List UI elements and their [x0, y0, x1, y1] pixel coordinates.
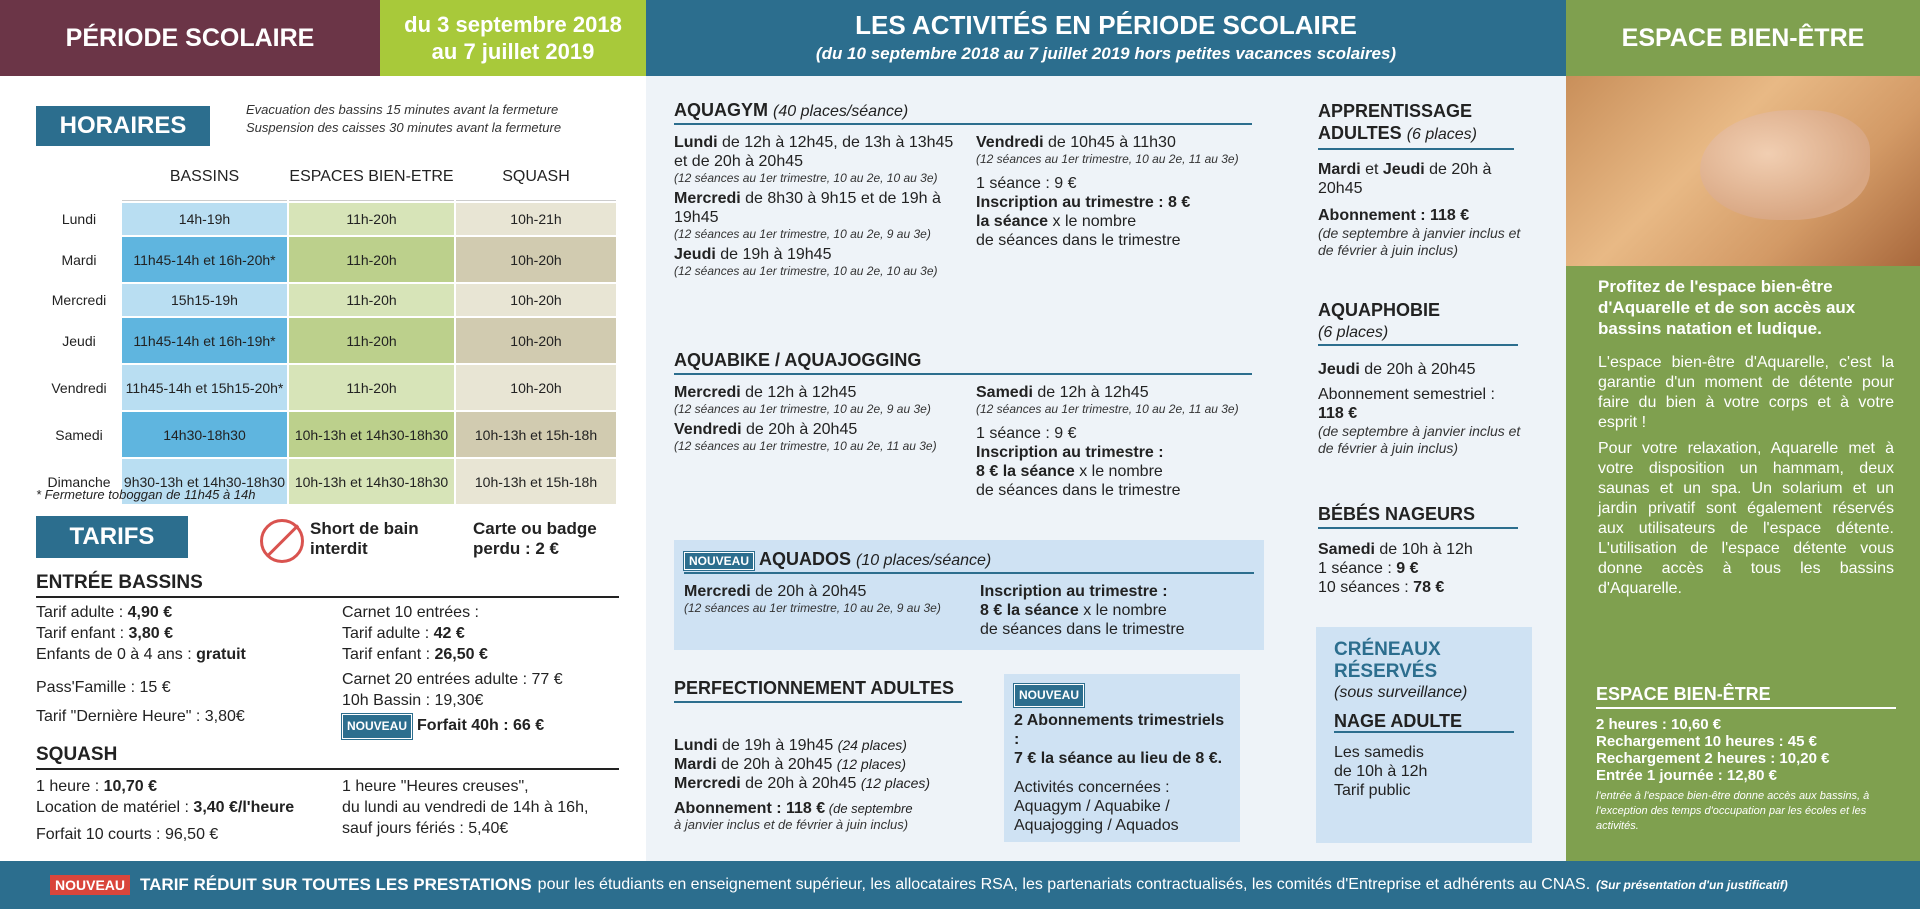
- table-row: [38, 365, 616, 410]
- dates-line1: du 3 septembre 2018: [404, 12, 622, 37]
- sq-creuses-3: sauf jours fériés : 5,40€: [342, 820, 509, 837]
- creneaux-box: [1316, 627, 1532, 843]
- row-day: Mercredi: [38, 284, 120, 316]
- row-day: Dimanche: [38, 459, 120, 504]
- cell-squash: 10h-20h: [456, 318, 616, 363]
- ad-mercredi: Mercredi: [684, 583, 751, 600]
- bienetre-intro: Profitez de l'espace bien-être d'Aquarelle et de son accès aux bassins natation et ludique.: [1598, 277, 1856, 338]
- ab-vendredi-note: (12 séances au 1er trimestre, 10 au 2e, 11 au 3e): [674, 439, 937, 453]
- sq-creuses-2: du lundi au vendredi de 14h à 16h,: [342, 799, 589, 816]
- tarifs-heading: [36, 516, 188, 558]
- pf-mardi-text: de 20h à 20h45: [716, 756, 837, 773]
- header-dates: [380, 0, 646, 76]
- cell-espaces: 11h-20h: [289, 284, 454, 316]
- aquagym-places: (40 places/séance): [773, 103, 909, 120]
- empty-header: [38, 153, 120, 201]
- aquaphobie-body: [1318, 360, 1528, 457]
- ag-la-seance: la séance: [976, 213, 1049, 230]
- ag-seance: 1 séance : 9 €: [976, 175, 1077, 192]
- ab-samedi-note: (12 séances au 1er trimestre, 10 au 2e, 11 au 3e): [976, 402, 1239, 416]
- be-t1: 2 heures : 10,60 €: [1596, 716, 1722, 733]
- carnet10: Carnet 10 entrées :: [342, 604, 479, 621]
- aquabike-right: [976, 383, 1256, 500]
- table-row: [38, 412, 616, 457]
- bb-dix-val: 78 €: [1413, 579, 1445, 596]
- pass-famille: Pass'Famille : 15 €: [36, 679, 171, 696]
- row-day: Vendredi: [38, 365, 120, 410]
- aqp-prix: 118 €: [1318, 405, 1358, 422]
- bassin10: 10h Bassin : 19,30€: [342, 692, 484, 709]
- horaires-note: [246, 101, 561, 137]
- ag-vendredi-text: de 10h45 à 11h30: [1043, 134, 1176, 151]
- cell-squash: 10h-13h et 15h-18h: [456, 459, 616, 504]
- ab-prix: 8 € la séance: [976, 463, 1075, 480]
- ag-lundi-text: de 12h à 12h45, de 13h à 13h45 et de 20h à 20h45: [674, 134, 954, 170]
- pf-abonnement-note: (de septembre: [825, 801, 913, 816]
- be-t3: Rechargement 2 heures : 10,20 €: [1596, 750, 1830, 767]
- pf-mercredi-places: (12 places): [860, 775, 931, 791]
- aqp-abonnement: Abonnement semestriel :: [1318, 386, 1495, 403]
- cell-bassins: 14h30-18h30: [122, 412, 287, 457]
- aquados-title: AQUADOS: [759, 549, 852, 569]
- ab-samedi: Samedi: [976, 384, 1033, 401]
- nv-activites-label: Activités concernées :: [1014, 779, 1170, 796]
- pf-lundi: Lundi: [674, 737, 718, 754]
- short-label: Short de bain interdit: [310, 519, 419, 558]
- ab-mercredi-note: (12 séances au 1er trimestre, 10 au 2e, 9 au 3e): [674, 402, 931, 416]
- toboggan-note: * Fermeture toboggan de 11h45 à 14h: [36, 487, 256, 502]
- aquados-nouveau-badge: NOUVEAU: [684, 552, 754, 570]
- nouveau-abonnements-box: [1004, 674, 1240, 842]
- ag-de-seances: de séances dans le trimestre: [976, 232, 1181, 249]
- aquados-right: [980, 582, 1260, 639]
- ad-prix: 8 € la séance: [980, 602, 1079, 619]
- aquaphobie-places: (6 places): [1318, 324, 1389, 341]
- aquabike-left: [674, 383, 964, 453]
- bebes-body: [1318, 540, 1528, 597]
- activites-subtitle: (du 10 septembre 2018 au 7 juillet 2019 hors petites vacances scolaires): [815, 44, 1397, 63]
- enfant-label: Tarif enfant :: [36, 625, 129, 642]
- derniere-heure: Tarif "Dernière Heure" : 3,80€: [36, 708, 245, 725]
- cell-bassins: 11h45-14h et 15h15-20h*: [122, 365, 287, 410]
- pf-mercredi-text: de 20h à 20h45: [740, 775, 861, 792]
- ag-vendredi-note: (12 séances au 1er trimestre, 10 au 2e, 11 au 3e): [976, 152, 1239, 166]
- table-header-row: [38, 153, 616, 201]
- pf-abonnement-note2: à janvier inclus et de février à juin inclus): [674, 817, 909, 832]
- bb-samedi: Samedi: [1318, 541, 1375, 558]
- nage-line3: Tarif public: [1334, 782, 1411, 799]
- forfait40: Forfait 40h : 66 €: [417, 717, 545, 734]
- pf-mardi: Mardi: [674, 756, 717, 773]
- col-espaces: ESPACES BIEN-ETRE: [289, 153, 454, 201]
- c10-adulte-val: 42 €: [433, 625, 465, 642]
- apprent-title: APPRENTISSAGE ADULTES: [1318, 101, 1473, 143]
- table-row: [38, 237, 616, 282]
- ab-samedi-text: de 12h à 12h45: [1032, 384, 1149, 401]
- creneaux-title: CRÉNEAUX RÉSERVÉS: [1334, 639, 1441, 682]
- sq-materiel-label: Location de matériel :: [36, 799, 194, 816]
- nv-line1: 2 Abonnements trimestriels :: [1014, 712, 1225, 748]
- cell-bassins: 9h30-13h et 14h30-18h30: [122, 459, 287, 504]
- cell-bassins: 11h45-14h et 16h-19h*: [122, 318, 287, 363]
- bienetre-body: [1598, 353, 1894, 605]
- aquabike-title: AQUABIKE / AQUAJOGGING: [674, 350, 922, 370]
- ab-mercredi: Mercredi: [674, 384, 741, 401]
- sq-creuses: 1 heure "Heures creuses",: [342, 778, 529, 795]
- sq-materiel-val: 3,40 €/l'heure: [193, 799, 295, 816]
- ag-x-nombre: x le nombre: [1048, 213, 1137, 230]
- table-row: [38, 284, 616, 316]
- ag-jeudi-note: (12 séances au 1er trimestre, 10 au 2e, 10 au 3e): [674, 264, 938, 278]
- cell-espaces: 10h-13h et 14h30-18h30: [289, 459, 454, 504]
- pf-lundi-text: de 19h à 19h45: [717, 737, 838, 754]
- row-day: Samedi: [38, 412, 120, 457]
- adulte-label: Tarif adulte :: [36, 604, 128, 621]
- sq-heure-label: 1 heure :: [36, 778, 104, 795]
- cell-bassins: 15h15-19h: [122, 284, 287, 316]
- aqp-jeudi: Jeudi: [1318, 361, 1360, 378]
- ag-mercredi-text: de 8h30 à 9h15 et de 19h à 19h45: [674, 190, 941, 226]
- col-bassins: BASSINS: [122, 153, 287, 201]
- no-shorts-icon: [260, 519, 304, 563]
- apprent-body: [1318, 160, 1528, 259]
- pf-mercredi: Mercredi: [674, 775, 741, 792]
- apprent-places: (6 places): [1406, 126, 1477, 143]
- ag-mercredi-note: (12 séances au 1er trimestre, 10 au 2e, 9 au 3e): [674, 227, 931, 241]
- ag-lundi: Lundi: [674, 134, 718, 151]
- header-activites: [646, 0, 1566, 76]
- perf-heading: [674, 677, 962, 703]
- table-row: [38, 318, 616, 363]
- horaires-heading: [36, 106, 210, 146]
- aquagym-left: [674, 133, 964, 278]
- periode-title: PÉRIODE SCOLAIRE: [65, 23, 315, 52]
- ap-note: (de septembre à janvier inclus et de février à juin inclus): [1318, 225, 1521, 258]
- aquagym-heading: [674, 100, 1252, 125]
- aquados-heading: [684, 549, 1254, 574]
- cell-espaces: 10h-13h et 14h30-18h30: [289, 412, 454, 457]
- aquagym-right: [976, 133, 1256, 250]
- nage-line1: Les samedis: [1334, 744, 1424, 761]
- be-t2: Rechargement 10 heures : 45 €: [1596, 733, 1817, 750]
- ab-de-seances: de séances dans le trimestre: [976, 482, 1181, 499]
- note-suspension: Suspension des caisses 30 minutes avant la fermeture: [246, 120, 562, 135]
- petits-label: Enfants de 0 à 4 ans :: [36, 646, 197, 663]
- aquaphobie-heading: [1318, 300, 1518, 346]
- bb-seance-val: 9 €: [1396, 560, 1419, 577]
- ag-jeudi-text: de 19h à 19h45: [715, 246, 832, 263]
- bienetre-p1: L'espace bien-être d'Aquarelle, c'est la garantie d'un moment de détente pour faire du bien à votre corps et à votre esprit !: [1598, 354, 1894, 431]
- row-day: Lundi: [38, 203, 120, 235]
- apprent-heading: [1318, 100, 1514, 150]
- cell-espaces: 11h-20h: [289, 365, 454, 410]
- pf-abonnement: Abonnement : 118 €: [674, 800, 826, 817]
- entree-right: [342, 602, 632, 739]
- nage-adulte-title: NAGE ADULTE: [1334, 712, 1514, 733]
- ab-seance: 1 séance : 9 €: [976, 425, 1077, 442]
- ap-jeudi: Jeudi: [1382, 161, 1425, 178]
- ag-mercredi: Mercredi: [674, 190, 741, 207]
- ab-vendredi: Vendredi: [674, 421, 742, 438]
- sq-heure-val: 10,70 €: [103, 778, 157, 795]
- note-evacuation: Evacuation des bassins 15 minutes avant la fermeture: [246, 102, 559, 117]
- footer-title: TARIF RÉDUIT SUR TOUTES LES PRESTATIONS: [140, 875, 532, 894]
- bienetre-title: ESPACE BIEN-ÊTRE: [1621, 23, 1865, 52]
- nv-line2: 7 € la séance au lieu de 8 €.: [1014, 750, 1223, 767]
- enfant-val: 3,80 €: [128, 625, 173, 642]
- ad-de-seances: de séances dans le trimestre: [980, 621, 1185, 638]
- petits-val: gratuit: [196, 646, 246, 663]
- c10-adulte-label: Tarif adulte :: [342, 625, 434, 642]
- dates-line2: au 7 juillet 2019: [431, 39, 595, 64]
- ap-abonnement: Abonnement : 118 €: [1318, 207, 1470, 224]
- ag-jeudi: Jeudi: [674, 246, 716, 263]
- nv-activites-2: Aquajogging / Aquados: [1014, 817, 1179, 834]
- c10-enfant-val: 26,50 €: [434, 646, 488, 663]
- bb-dix-label: 10 séances :: [1318, 579, 1414, 596]
- cell-squash: 10h-13h et 15h-18h: [456, 412, 616, 457]
- ab-x-nombre: x le nombre: [1074, 463, 1163, 480]
- tarifs-title: TARIFS: [69, 523, 155, 550]
- ap-et: et: [1360, 161, 1383, 178]
- aquabike-heading: [674, 350, 1252, 375]
- pf-mardi-places: (12 places): [836, 756, 907, 772]
- bienetre-tarif-title: ESPACE BIEN-ÊTRE: [1596, 684, 1896, 709]
- bb-horaire: de 10h à 12h: [1374, 541, 1473, 558]
- aquados-left: [684, 582, 974, 615]
- perf-title: PERFECTIONNEMENT ADULTES: [674, 678, 955, 698]
- footer-text: pour les étudiants en enseignement supérieur, les allocataires RSA, les partenariats contractualisés, les comités d'Entreprise et adhérents au CNAS.: [537, 876, 1591, 893]
- ag-lundi-note: (12 séances au 1er trimestre, 10 au 2e, 10 au 3e): [674, 171, 938, 185]
- footer-banner: [0, 861, 1920, 909]
- entree-left: [36, 602, 336, 727]
- ag-vendredi: Vendredi: [976, 134, 1044, 151]
- nv-activites-1: Aquagym / Aquabike /: [1014, 798, 1170, 815]
- ab-inscription: Inscription au trimestre :: [976, 444, 1164, 461]
- table-row: [38, 203, 616, 235]
- aquagym-title: AQUAGYM: [674, 100, 768, 120]
- ad-x-nombre: x le nombre: [1078, 602, 1167, 619]
- col-squash: SQUASH: [456, 153, 616, 201]
- ag-inscription: Inscription au trimestre : 8 €: [976, 194, 1191, 211]
- adulte-val: 4,90 €: [127, 604, 173, 621]
- cell-espaces: 11h-20h: [289, 318, 454, 363]
- c10-enfant-label: Tarif enfant :: [342, 646, 435, 663]
- bebes-heading: [1318, 504, 1518, 529]
- ab-vendredi-text: de 20h à 20h45: [741, 421, 858, 438]
- ad-inscription: Inscription au trimestre :: [980, 583, 1168, 600]
- perf-body: [674, 736, 974, 832]
- footer-nouveau-badge: NOUVEAU: [50, 875, 130, 895]
- horaires-title: HORAIRES: [59, 112, 187, 139]
- header-bienetre: [1566, 0, 1920, 76]
- bebes-title: BÉBÉS NAGEURS: [1318, 504, 1476, 524]
- cell-espaces: 11h-20h: [289, 237, 454, 282]
- squash-title: SQUASH: [36, 744, 619, 770]
- entree-title: ENTRÉE BASSINS: [36, 572, 619, 598]
- nouveau-badge: NOUVEAU: [342, 714, 412, 739]
- cell-squash: 10h-20h: [456, 284, 616, 316]
- cell-squash: 10h-21h: [456, 203, 616, 235]
- pf-lundi-places: (24 places): [837, 737, 907, 753]
- sq-forfait: Forfait 10 courts : 96,50 €: [36, 826, 219, 843]
- bienetre-p2: Pour votre relaxation, Aquarelle met à votre disposition un hammam, deux saunas et un spa. Un solarium et un jardin privatif sont également réservés aux utilisateurs de l'espace détente. L'utilisation de l'espace détente vous donne accès à tous les bassins d'Aquarelle.: [1598, 440, 1894, 597]
- creneaux-subtitle: (sous surveillance): [1334, 684, 1468, 701]
- aqp-horaire: de 20h à 20h45: [1359, 361, 1476, 378]
- cell-bassins: 11h45-14h et 16h-20h*: [122, 237, 287, 282]
- row-day: Jeudi: [38, 318, 120, 363]
- activites-title: LES ACTIVITÉS EN PÉRIODE SCOLAIRE: [855, 10, 1357, 40]
- nage-line2: de 10h à 12h: [1334, 763, 1428, 780]
- cell-bassins: 14h-19h: [122, 203, 287, 235]
- bienetre-tarifs: [1596, 716, 1896, 784]
- row-day: Mardi: [38, 237, 120, 282]
- horaires-table: [36, 151, 618, 506]
- aquaphobie-title: AQUAPHOBIE: [1318, 300, 1441, 320]
- be-t4: Entrée 1 journée : 12,80 €: [1596, 767, 1777, 784]
- carte-label: Carte ou badge perdu : 2 €: [473, 519, 597, 558]
- cell-squash: 10h-20h: [456, 237, 616, 282]
- ad-mercredi-note: (12 séances au 1er trimestre, 10 au 2e, 9 au 3e): [684, 601, 941, 615]
- nv-badge: NOUVEAU: [1014, 684, 1084, 707]
- squash-right: [342, 776, 632, 839]
- ab-mercredi-text: de 12h à 12h45: [740, 384, 857, 401]
- ap-mardi: Mardi: [1318, 161, 1361, 178]
- carnet20: Carnet 20 entrées adulte : 77 €: [342, 671, 563, 688]
- header-periode: [0, 0, 380, 76]
- ad-mercredi-text: de 20h à 20h45: [750, 583, 867, 600]
- squash-left: [36, 776, 336, 845]
- footer-note: (Sur présentation d'un justificatif): [1596, 878, 1788, 892]
- bienetre-note: l'entrée à l'espace bien-être donne accès aux bassins, à l'exception des temps d'occupation par les écoles et les activités.: [1596, 790, 1870, 832]
- ap-horaire: de 20h à 20h45: [1318, 161, 1492, 197]
- aquados-places: (10 places/séance): [856, 552, 992, 569]
- bb-seance-label: 1 séance :: [1318, 560, 1397, 577]
- aqp-note: (de septembre à janvier inclus et de février à juin inclus): [1318, 423, 1521, 456]
- cell-espaces: 11h-20h: [289, 203, 454, 235]
- cell-squash: 10h-20h: [456, 365, 616, 410]
